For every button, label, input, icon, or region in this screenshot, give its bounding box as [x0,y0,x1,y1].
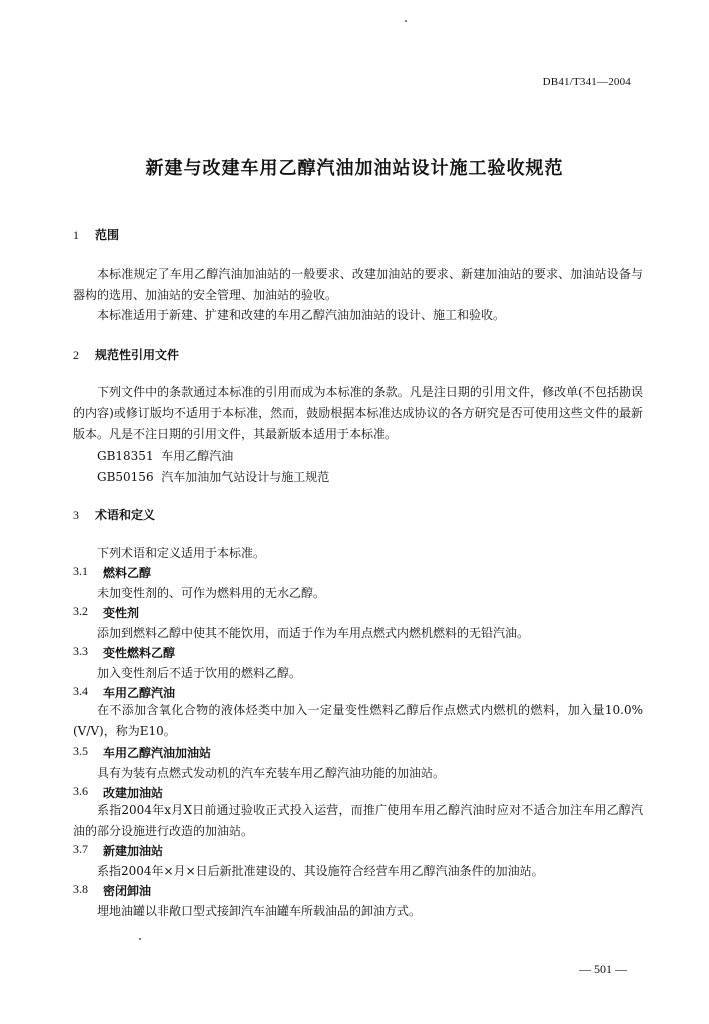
section-number: 1 [73,228,79,242]
section-title: 术语和定义 [95,508,156,522]
paragraph: 本标准规定了车用乙醇汽油加油站的一般要求、改建加油站的要求、新建加油站的要求、加油站设备与器构的选用、加油站的安全管理、加油站的验收。 [73,267,643,302]
paragraph: 下列文件中的条款通过本标准的引用而成为本标准的条款。凡是注日期的引用文件，修改单(不包括勘误的内容)或修订版均不适用于本标准，然而，鼓励根据本标准达成协议的各方研究是否可使用这些文件的最新版本。凡是不注日期的引用文件，其最新版本适用于本标准。 [73,385,643,441]
term-name: 变性燃料乙醇 [103,646,176,660]
term-name: 燃料乙醇 [103,566,152,580]
reference-item [97,447,233,464]
section-1-heading [73,226,119,243]
term-definition: 具有为装有点燃式发动机的汽车充装车用乙醇汽油功能的加油站。 [97,766,446,780]
scan-speck [405,20,407,22]
section-number: 3 [73,508,79,522]
standard-code: DB41/T341—2004 [542,76,631,88]
reference-code: GB50156 [97,470,154,484]
term-name: 车用乙醇汽油加油站 [103,746,212,760]
term-definition: 埋地油罐以非敞口型式接卸汽车油罐车所载油品的卸油方式。 [97,904,422,918]
term-number: 3.8 [73,882,88,896]
term-number: 3.5 [73,744,88,758]
term-definition: 系指2004年x月X日前通过验收正式投入运营，而推广使用车用乙醇汽油时应对不适合加注车用乙醇汽油的部分设施进行改造的加油站。 [73,803,643,838]
reference-item [97,468,329,485]
term-name: 变性剂 [103,606,140,620]
section-2-heading [73,346,179,363]
term-number: 3.6 [73,784,88,798]
term-name: 新建加油站 [103,844,164,858]
term-number: 3.7 [73,842,88,856]
term-number: 3.1 [73,564,88,578]
paragraph: 下列术语和定义适用于本标准。 [97,546,266,560]
term-number: 3.2 [73,604,88,618]
section-title: 范围 [95,228,120,242]
section-number: 2 [73,348,79,362]
reference-code: GB18351 [97,449,154,463]
term-name: 车用乙醇汽油 [103,686,176,700]
reference-name: 车用乙醇汽油 [161,449,234,463]
term-number: 3.4 [73,684,88,698]
section-title: 规范性引用文件 [95,348,180,362]
term-definition: 在不添加含氧化合物的液体烃类中加入一定量变性燃料乙醇后作点燃式内燃机的燃料，加入量10.0%(V/V)，称为E10。 [73,703,643,738]
term-definition: 系指2004年×月×日后新批准建设的、其设施符合经营车用乙醇汽油条件的加油站。 [97,864,544,878]
term-name: 改建加油站 [103,786,164,800]
reference-name: 汽车加油加气站设计与施工规范 [161,470,330,484]
term-name: 密闭卸油 [103,884,152,898]
term-definition: 加入变性剂后不适于饮用的燃料乙醇。 [97,666,302,680]
paragraph: 本标准适用于新建、扩建和改建的车用乙醇汽油加油站的设计、施工和验收。 [97,308,506,322]
scan-speck [139,938,141,940]
page-title: 新建与改建车用乙醇汽油加油站设计施工验收规范 [145,158,564,179]
page-number: — 501 — [579,962,627,976]
section-3-heading [73,506,155,523]
term-definition: 添加到燃料乙醇中使其不能饮用，而适于作为车用点燃式内燃机燃料的无铅汽油。 [97,626,530,640]
term-number: 3.3 [73,644,88,658]
term-definition: 未加变性剂的、可作为燃料用的无水乙醇。 [97,586,326,600]
